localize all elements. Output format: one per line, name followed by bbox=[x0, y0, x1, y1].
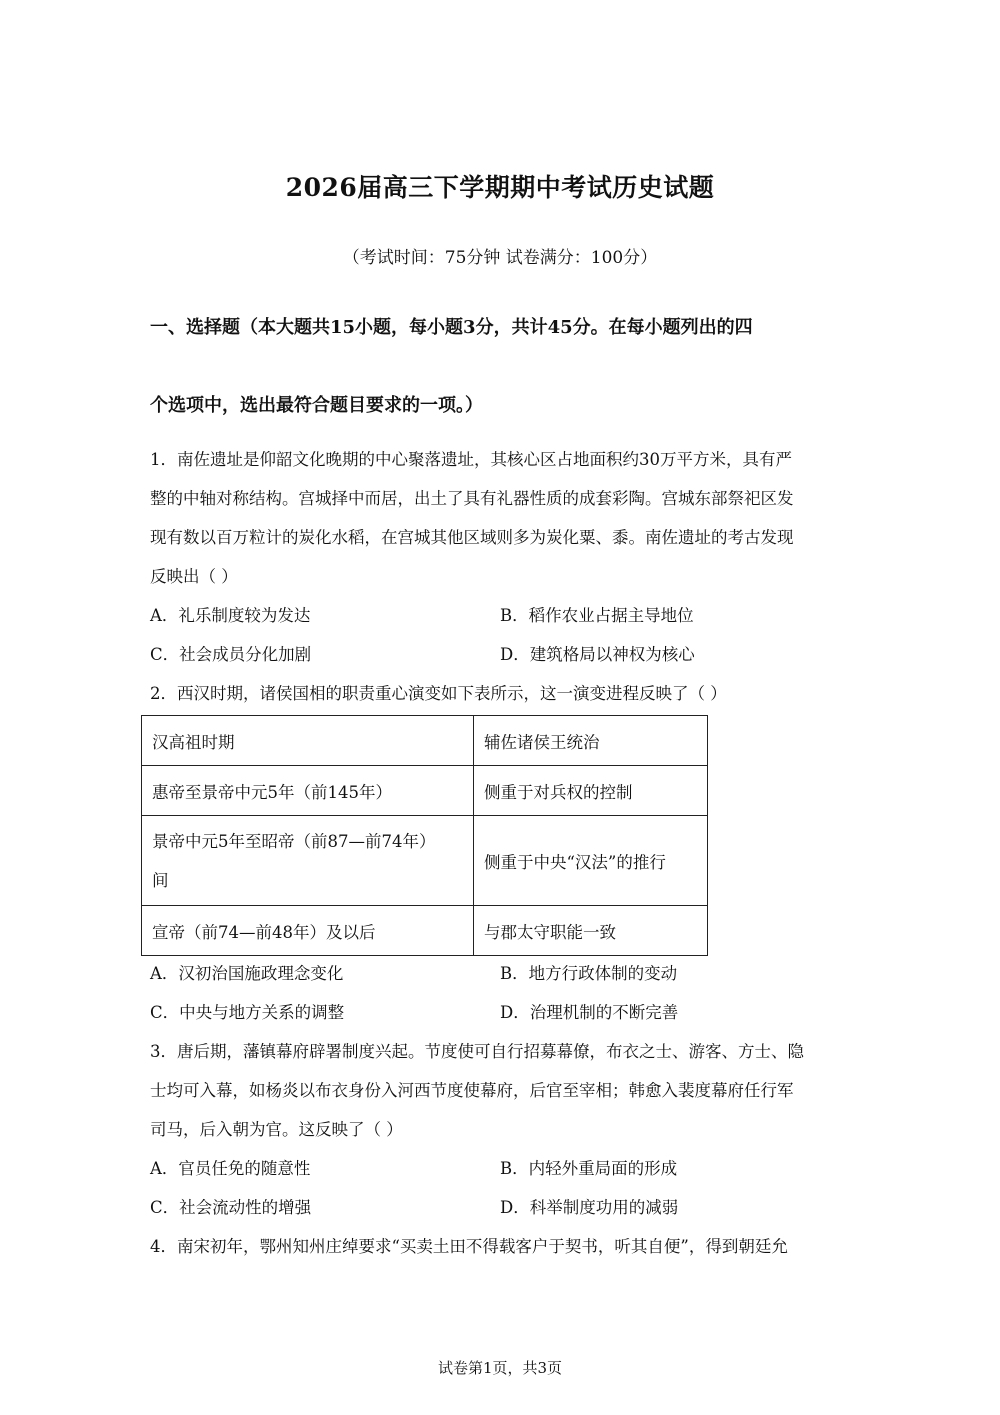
table-cell-duty: 侧重于对兵权的控制 bbox=[474, 766, 708, 816]
table-cell-period bbox=[142, 816, 474, 906]
q1-option-c: C．社会成员分化加剧 bbox=[150, 645, 312, 664]
q1-stem-line3: 现有数以百万粒计的炭化水稻，在宫城其他区域则多为炭化粟、黍。南佐遗址的考古发现 bbox=[150, 528, 794, 547]
q2-stem: 2．西汉时期，诸侯国相的职责重心演变如下表所示，这一演变进程反映了（ ） bbox=[150, 684, 727, 703]
q1-option-d: D．建筑格局以神权为核心 bbox=[500, 645, 695, 664]
q1-stem-line4: 反映出（ ） bbox=[150, 567, 238, 586]
q2-table bbox=[141, 715, 708, 956]
q3-stem-line1: 3．唐后期，藩镇幕府辟署制度兴起。节度使可自行招募幕僚，布衣之士、游客、方士、隐 bbox=[150, 1042, 804, 1061]
exam-info: （考试时间：75分钟 试卷满分：100分） bbox=[342, 248, 658, 268]
q3-option-a: A．官员任免的随意性 bbox=[150, 1159, 311, 1178]
q3-stem-line3: 司马，后入朝为官。这反映了（ ） bbox=[150, 1120, 403, 1139]
q2-option-a: A．汉初治国施政理念变化 bbox=[150, 964, 344, 983]
q3-option-c: C．社会流动性的增强 bbox=[150, 1198, 312, 1217]
q2-option-b: B．地方行政体制的变动 bbox=[500, 964, 678, 983]
table-row bbox=[142, 716, 708, 766]
table-cell-period-line1: 景帝中元5年至昭帝（前87—前74年） bbox=[152, 831, 436, 851]
table-cell-duty: 侧重于中央“汉法”的推行 bbox=[474, 816, 708, 906]
table-cell-duty: 辅佐诸侯王统治 bbox=[474, 716, 708, 766]
table-cell-period: 惠帝至景帝中元5年（前145年） bbox=[142, 766, 474, 816]
table-row bbox=[142, 766, 708, 816]
table-row bbox=[142, 906, 708, 956]
section-heading-line2: 个选项中，选出最符合题目要求的一项。） bbox=[150, 395, 483, 416]
table-cell-duty: 与郡太守职能一致 bbox=[474, 906, 708, 956]
table-cell-period: 宣帝（前74—前48年）及以后 bbox=[142, 906, 474, 956]
q1-option-a: A．礼乐制度较为发达 bbox=[150, 606, 311, 625]
q2-option-d: D．治理机制的不断完善 bbox=[500, 1003, 679, 1022]
table-cell-period-line2: 间 bbox=[152, 870, 169, 890]
section-heading-line1: 一、选择题（本大题共15小题，每小题3分，共计45分。在每小题列出的四 bbox=[150, 317, 753, 338]
page-footer: 试卷第1页，共3页 bbox=[437, 1359, 563, 1377]
q3-option-d: D．科举制度功用的减弱 bbox=[500, 1198, 679, 1217]
q3-stem-line2: 士均可入幕，如杨炎以布衣身份入河西节度使幕府，后官至宰相；韩愈入裴度幕府任行军 bbox=[150, 1081, 794, 1100]
q4-stem-line1: 4．南宋初年，鄂州知州庄绰要求“买卖土田不得载客户于契书，听其自便”，得到朝廷允 bbox=[150, 1237, 788, 1256]
q1-option-b: B．稻作农业占据主导地位 bbox=[500, 606, 694, 625]
table-row bbox=[142, 816, 708, 906]
q1-stem-line1: 1．南佐遗址是仰韶文化晚期的中心聚落遗址，其核心区占地面积约30万平方米，具有严 bbox=[150, 450, 792, 469]
q2-option-c: C．中央与地方关系的调整 bbox=[150, 1003, 345, 1022]
exam-title: 2026届高三下学期期中考试历史试题 bbox=[285, 173, 715, 202]
q1-stem-line2: 整的中轴对称结构。宫城择中而居，出土了具有礼器性质的成套彩陶。宫城东部祭祀区发 bbox=[150, 489, 794, 508]
table-cell-period: 汉高祖时期 bbox=[142, 716, 474, 766]
q3-option-b: B．内轻外重局面的形成 bbox=[500, 1159, 678, 1178]
